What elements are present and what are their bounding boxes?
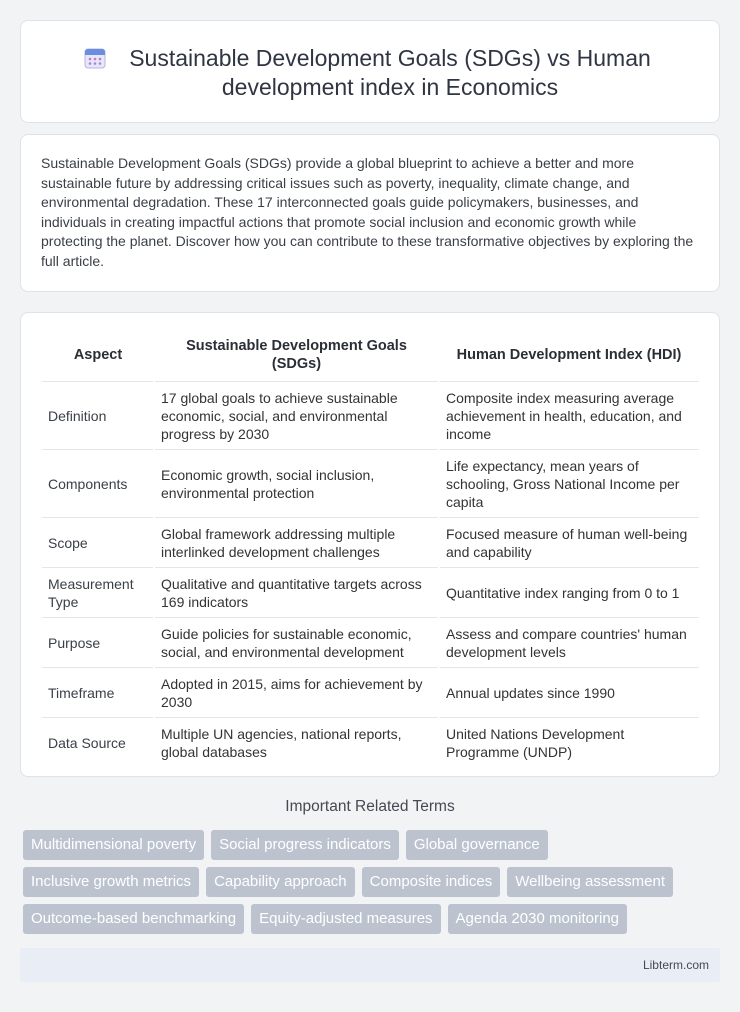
row-aspect: Scope [42,518,154,568]
tag-agenda-2030-monitoring[interactable]: Agenda 2030 monitoring [448,904,627,934]
table-row [42,618,699,668]
row-hdi: Quantitative index ranging from 0 to 1 [439,568,699,618]
row-hdi: Life expectancy, mean years of schooling, Gross National Income per capita [439,450,699,518]
tag-wellbeing-assessment[interactable]: Wellbeing assessment [507,867,673,897]
row-sdg: Economic growth, social inclusion, environmental protection [154,450,439,518]
table-row [42,668,699,718]
tag-social-progress-indicators[interactable]: Social progress indicators [211,830,399,860]
table-row [42,568,699,618]
row-sdg: Adopted in 2015, aims for achievement by 2030 [154,668,439,718]
comparison-table-card [20,312,720,777]
row-sdg: Multiple UN agencies, national reports, global databases [154,718,439,768]
row-sdg: 17 global goals to achieve sustainable economic, social, and environmental progress by 2030 [154,382,439,450]
table-row [42,718,699,768]
related-terms-title: Important Related Terms [285,798,455,815]
row-hdi: Composite index measuring average achievement in health, education, and income [439,382,699,450]
row-aspect: Data Source [42,718,154,768]
table-row [42,518,699,568]
tag-multidimensional-poverty[interactable]: Multidimensional poverty [23,830,204,860]
tag-global-governance[interactable]: Global governance [406,830,548,860]
row-aspect: Measurement Type [42,568,154,618]
row-aspect: Components [42,450,154,518]
footer-site-link[interactable]: Libterm.com [642,958,709,972]
intro-card [20,134,720,292]
row-hdi: Annual updates since 1990 [439,668,699,718]
row-hdi: United Nations Development Programme (UNDP) [439,718,699,768]
row-aspect: Purpose [42,618,154,668]
header-aspect: Aspect [73,347,123,363]
row-hdi: Assess and compare countries' human development levels [439,618,699,668]
table-header-row [42,327,699,382]
tag-capability-approach[interactable]: Capability approach [206,867,355,897]
tag-inclusive-growth-metrics[interactable]: Inclusive growth metrics [23,867,199,897]
tag-equity-adjusted-measures[interactable]: Equity-adjusted measures [251,904,440,934]
table-row [42,450,699,518]
comparison-table [42,327,699,767]
tag-composite-indices[interactable]: Composite indices [362,867,501,897]
intro-paragraph: Sustainable Development Goals (SDGs) provide a global blueprint to achieve a better and more sustainable future by addressing critical issues such as poverty, inequality, climate change, and environmental degradation. These 17 interconnected goals guide policymakers, businesses, and individuals in creating impactful actions that promote social inclusion and economic growth while protecting the planet. Discover how you can contribute to these transformative objectives by exploring the full article. [41,155,694,269]
row-aspect: Timeframe [42,668,154,718]
row-sdg: Qualitative and quantitative targets across 169 indicators [154,568,439,618]
related-terms-list [23,830,723,941]
title-card [20,20,720,123]
row-sdg: Guide policies for sustainable economic, social, and environmental development [154,618,439,668]
page-title: Sustainable Development Goals (SDGs) vs Human development index in Economics [129,45,651,100]
row-hdi: Focused measure of human well-being and capability [439,518,699,568]
row-sdg: Global framework addressing multiple interlinked development challenges [154,518,439,568]
footer [20,948,720,982]
tag-outcome-based-benchmarking[interactable]: Outcome-based benchmarking [23,904,244,934]
table-row [42,382,699,450]
header-sdg: Sustainable Development Goals (SDGs) [186,338,407,372]
row-aspect: Definition [42,382,154,450]
header-hdi: Human Development Index (HDI) [456,347,682,363]
